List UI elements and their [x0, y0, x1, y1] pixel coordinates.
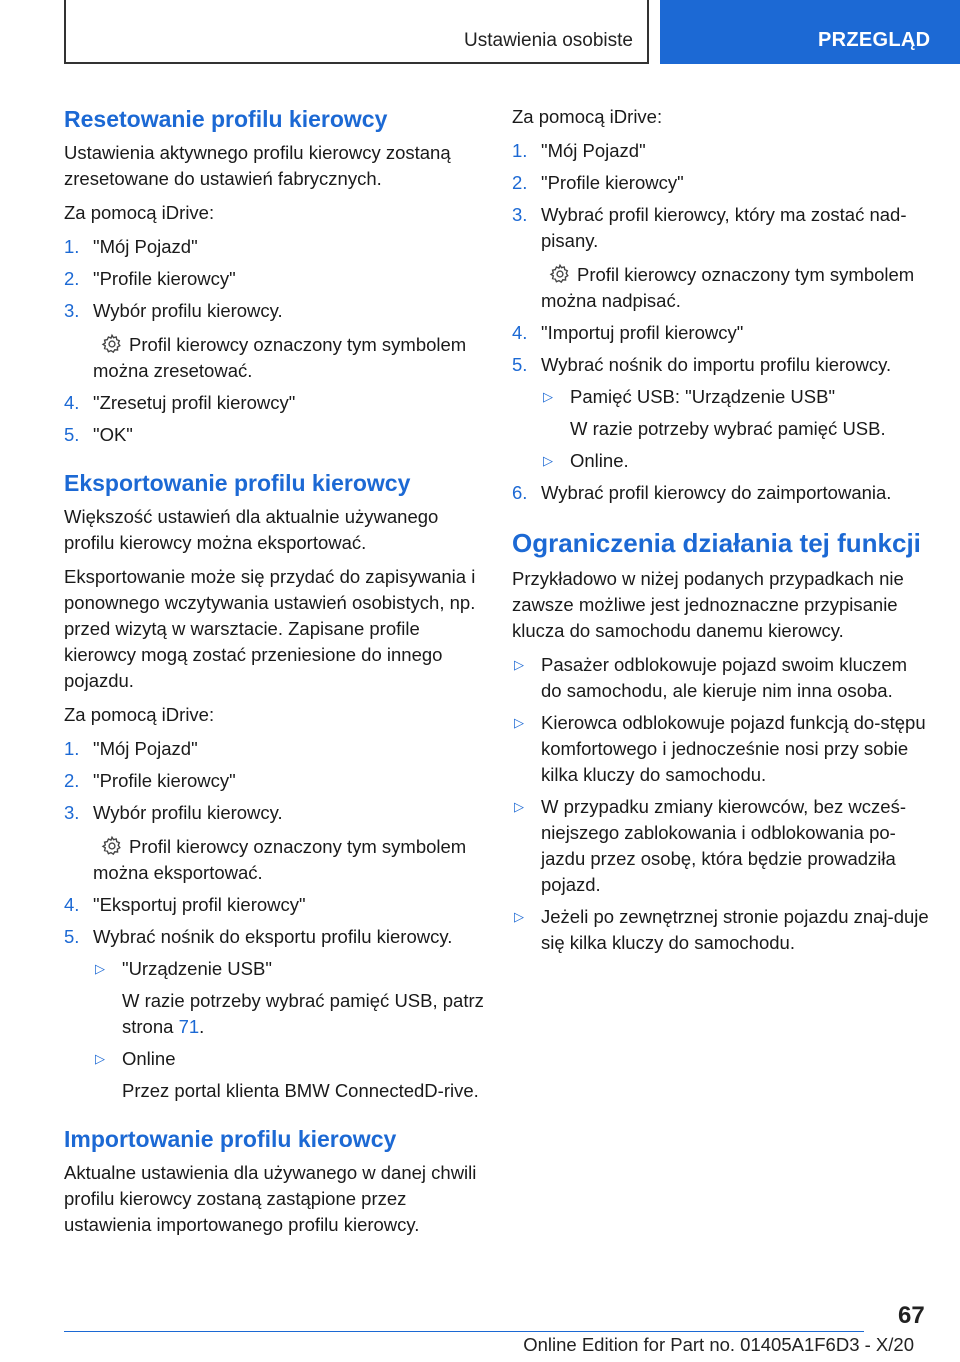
header-section-title: Ustawienia osobiste	[464, 30, 633, 51]
gear-icon	[101, 835, 123, 857]
section-reset	[64, 104, 484, 448]
list-item	[64, 800, 484, 886]
bullet-text: Kierowca odblokowuje pojazd funkcją do‐stępu komfortowego i jednocześnie nosi przy sobie kilka kluczy do samochodu.	[541, 712, 926, 785]
option-label: Pamięć USB: "Urządzenie USB"	[570, 386, 836, 407]
option-label: Online.	[570, 450, 629, 471]
step-text: "Profile kierowcy"	[93, 770, 236, 791]
list-item	[512, 352, 930, 474]
triangle-bullet-icon: ▷	[543, 453, 553, 468]
step-text: Wybrać profil kierowcy do zaimportowania.	[541, 482, 892, 503]
import-media-options	[541, 384, 930, 474]
step-text: "Profile kierowcy"	[541, 172, 684, 193]
list-item	[512, 904, 930, 956]
list-item	[64, 768, 484, 794]
list-item	[541, 448, 930, 474]
step-text: "Mój Pojazd"	[93, 236, 198, 257]
list-item	[512, 170, 930, 196]
step-number: 3.	[512, 204, 528, 225]
reset-steps	[64, 234, 484, 448]
step-number: 2.	[512, 172, 528, 193]
list-item	[64, 892, 484, 918]
option-label: Online	[122, 1048, 176, 1069]
export-intro: Większość ustawień dla aktualnie używanego profilu kierowcy można eksportować.	[64, 506, 439, 553]
page-link[interactable]: 71	[178, 1016, 200, 1037]
option-label: "Urządzenie USB"	[122, 958, 272, 979]
footer-edition: Online Edition for Part no. 01405A1F6D3 - X/20	[523, 1334, 914, 1355]
export-media-options	[93, 956, 484, 1104]
section-limits	[512, 526, 930, 956]
triangle-bullet-icon: ▷	[543, 389, 553, 404]
list-item	[64, 390, 484, 416]
footer-divider	[64, 1331, 864, 1332]
right-column	[512, 104, 930, 976]
step-text: "Eksportuj profil kierowcy"	[93, 894, 306, 915]
gear-icon	[101, 333, 123, 355]
list-item	[512, 480, 930, 506]
list-item	[64, 266, 484, 292]
step-number: 5.	[512, 354, 528, 375]
triangle-bullet-icon: ▷	[95, 1051, 105, 1066]
step-text: Wybór profilu kierowcy.	[93, 300, 283, 321]
step-number: 2.	[64, 770, 80, 791]
step-text: "Profile kierowcy"	[93, 268, 236, 289]
step-number: 5.	[64, 926, 80, 947]
reset-idrive: Za pomocą iDrive:	[64, 202, 215, 223]
triangle-bullet-icon: ▷	[514, 715, 524, 730]
triangle-bullet-icon: ▷	[514, 657, 524, 672]
list-item	[512, 710, 930, 788]
list-item	[64, 422, 484, 448]
export-steps	[64, 736, 484, 1104]
bullet-text: Jeżeli po zewnętrznej stronie pojazdu znaj‐duje się kilka kluczy do samochodu.	[541, 906, 929, 953]
step-text: "Zresetuj profil kierowcy"	[93, 392, 296, 413]
import-idrive: Za pomocą iDrive:	[512, 106, 663, 127]
list-item	[541, 384, 930, 442]
step-text: "Importuj profil kierowcy"	[541, 322, 744, 343]
section-export	[64, 468, 484, 1104]
note-text: Profil kierowcy oznaczony tym symbolem można eksportować.	[93, 836, 467, 883]
step-text: "Mój Pojazd"	[541, 140, 646, 161]
step-number: 1.	[64, 738, 80, 759]
list-item	[512, 320, 930, 346]
step-text: "Mój Pojazd"	[93, 738, 198, 759]
list-item	[64, 924, 484, 1104]
list-item	[93, 956, 484, 1040]
import-steps	[512, 138, 930, 506]
step-number: 3.	[64, 802, 80, 823]
step-text: "OK"	[93, 424, 133, 445]
option-desc: W razie potrzeby wybrać pamięć USB.	[570, 418, 886, 439]
list-item	[512, 138, 930, 164]
list-item	[64, 298, 484, 384]
step-number: 4.	[64, 392, 80, 413]
note-text: Profil kierowcy oznaczony tym symbolem można zresetować.	[93, 334, 467, 381]
step-number: 6.	[512, 482, 528, 503]
step-text: Wybór profilu kierowcy.	[93, 802, 283, 823]
gear-icon	[549, 263, 571, 285]
triangle-bullet-icon: ▷	[95, 961, 105, 976]
export-title: Eksportowanie profilu kierowcy	[64, 470, 411, 496]
step-number: 4.	[64, 894, 80, 915]
import-title: Importowanie profilu kierowcy	[64, 1126, 397, 1152]
step-number: 1.	[64, 236, 80, 257]
limits-intro: Przykładowo w niżej podanych przypadkach nie zawsze możliwe jest jednoznaczne przypisanie klucza do samochodu danemu kierowcy.	[512, 568, 904, 641]
option-desc-text: W razie potrzeby wybrać pamięć USB, patrz strona	[122, 990, 484, 1037]
option-desc: W razie potrzeby wybrać pamięć USB, patrz strona 71.	[122, 990, 484, 1037]
left-column	[64, 104, 484, 1258]
list-item	[64, 736, 484, 762]
step-number: 2.	[64, 268, 80, 289]
header-tab-overview[interactable]: PRZEGLĄD	[660, 0, 960, 64]
bullet-text: Pasażer odblokowuje pojazd swoim kluczem do samochodu, ale kieruje nim inna osoba.	[541, 654, 908, 701]
step-text: Wybrać nośnik do importu profilu kierowcy.	[541, 354, 892, 375]
step-number: 3.	[64, 300, 80, 321]
export-idrive: Za pomocą iDrive:	[64, 704, 215, 725]
step-number: 1.	[512, 140, 528, 161]
note-text: Profil kierowcy oznaczony tym symbolem można nadpisać.	[541, 264, 915, 311]
limits-list	[512, 652, 930, 956]
step-text: Wybrać profil kierowcy, który ma zostać nad‐pisany.	[541, 204, 907, 251]
list-item	[512, 794, 930, 898]
page-number: 67	[898, 1302, 925, 1329]
list-item	[93, 1046, 484, 1104]
import-intro: Aktualne ustawienia dla używanego w danej chwili profilu kierowcy zostaną zastąpione przez ustawienia importowanego profilu kierowcy.	[64, 1162, 477, 1235]
step-number: 5.	[64, 424, 80, 445]
option-desc: Przez portal klienta BMW ConnectedD‐rive.	[122, 1080, 479, 1101]
bullet-text: W przypadku zmiany kierowców, bez wcześ‐niejszego zablokowania i odblokowania po‐jazdu przez osobę, która będzie prowadziła pojazd.	[541, 796, 906, 895]
list-item	[512, 652, 930, 704]
step-note	[93, 332, 484, 384]
step-note	[93, 834, 484, 886]
header-section-box	[64, 0, 649, 64]
step-number: 4.	[512, 322, 528, 343]
triangle-bullet-icon: ▷	[514, 799, 524, 814]
export-desc: Eksportowanie może się przydać do zapisywania i ponownego wczytywania ustawień osobistych, np. przed wizytą w warsztacie. Zapisane profile kierowcy mogą zostać przeniesione do innego pojazdu.	[64, 566, 476, 691]
section-import	[64, 1124, 484, 1238]
list-item	[512, 202, 930, 314]
list-item	[64, 234, 484, 260]
section-import-steps	[512, 104, 930, 506]
triangle-bullet-icon: ▷	[514, 909, 524, 924]
step-note	[541, 262, 930, 314]
reset-title: Resetowanie profilu kierowcy	[64, 106, 388, 132]
reset-intro: Ustawienia aktywnego profilu kierowcy zostaną zresetowane do ustawień fabrycznych.	[64, 142, 451, 189]
limits-title: Ograniczenia działania tej funkcji	[512, 528, 921, 558]
step-text: Wybrać nośnik do eksportu profilu kierowcy.	[93, 926, 453, 947]
